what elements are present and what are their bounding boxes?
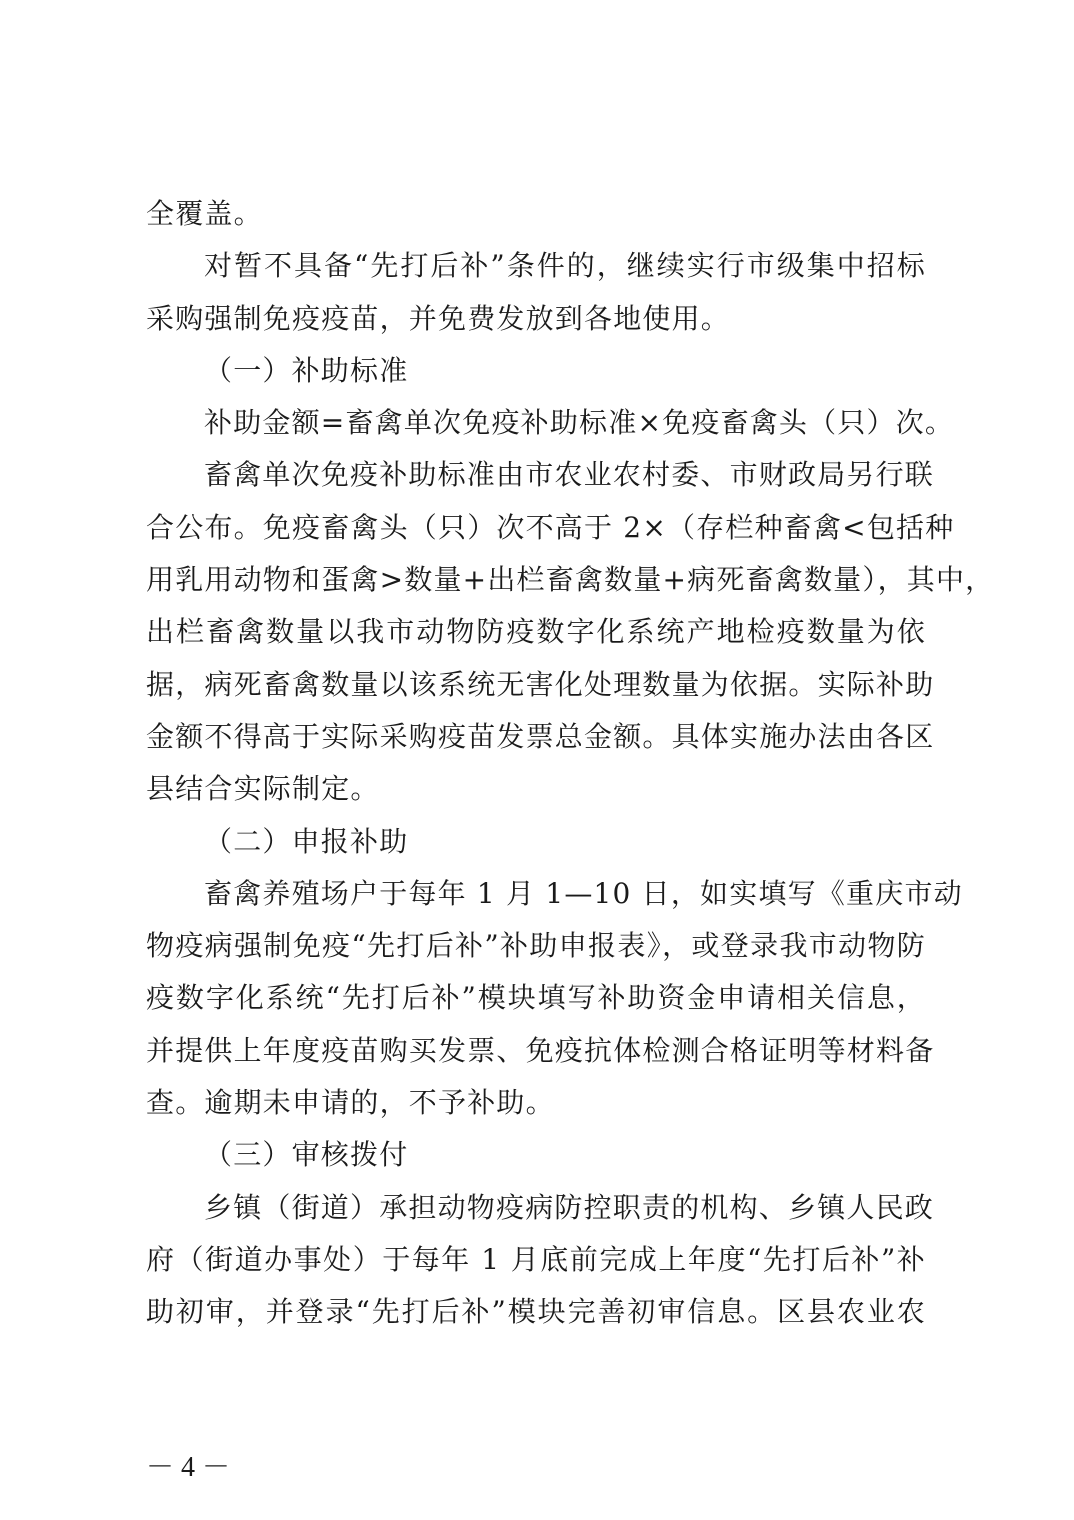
page-number: － 4 － — [146, 1452, 231, 1483]
text-line: 用乳用动物和蛋禽>数量+出栏畜禽数量+病死畜禽数量），其中， — [146, 563, 995, 597]
body-text — [146, 188, 995, 1339]
text-line: 疫数字化系统“先打后补”模块填写补助资金申请相关信息， — [146, 981, 926, 1015]
text-line: 并提供上年度疫苗购买发票、免疫抗体检测合格证明等材料备 — [146, 1033, 935, 1067]
section-heading-review-payment: （三）审核拨付 — [204, 1138, 409, 1172]
section-heading-application: （二）申报补助 — [204, 824, 409, 858]
text-line: 查。逾期未申请的，不予补助。 — [146, 1086, 555, 1120]
paragraph-first-line: 畜禽单次免疫补助标准由市农业农村委、市财政局另行联 — [204, 458, 935, 492]
text-line: 全覆盖。 — [146, 197, 263, 230]
text-line: 助初审，并登录“先打后补”模块完善初审信息。区县农业农 — [146, 1295, 926, 1329]
text-line: 物疫病强制免疫“先打后补”补助申报表》，或登录我市动物防 — [146, 929, 926, 963]
text-line: 府（街道办事处）于每年 1 月底前完成上年度“先打后补”补 — [146, 1242, 926, 1276]
text-line: 合公布。免疫畜禽头（只）次不高于 2×（存栏种畜禽<包括种 — [146, 510, 955, 544]
text-line: 出栏畜禽数量以我市动物防疫数字化系统产地检疫数量为依 — [146, 615, 926, 649]
paragraph-first-line: 对暂不具备“先打后补”条件的，继续实行市级集中招标 — [204, 249, 926, 283]
paragraph-first-line: 畜禽养殖场户于每年 1 月 1—10 日，如实填写《重庆市动 — [204, 876, 963, 910]
text-line: 金额不得高于实际采购疫苗发票总金额。具体实施办法由各区 — [146, 719, 935, 753]
paragraph-first-line: 乡镇（街道）承担动物疫病防控职责的机构、乡镇人民政 — [204, 1190, 935, 1224]
paragraph-first-line: 补助金额=畜禽单次免疫补助标准×免疫畜禽头（只）次。 — [204, 406, 955, 440]
text-line: 县结合实际制定。 — [146, 772, 380, 806]
section-heading-subsidy-standard: （一）补助标准 — [204, 353, 409, 387]
text-line: 据，病死畜禽数量以该系统无害化处理数量为依据。实际补助 — [146, 667, 935, 701]
text-line: 采购强制免疫疫苗，并免费发放到各地使用。 — [146, 301, 731, 335]
